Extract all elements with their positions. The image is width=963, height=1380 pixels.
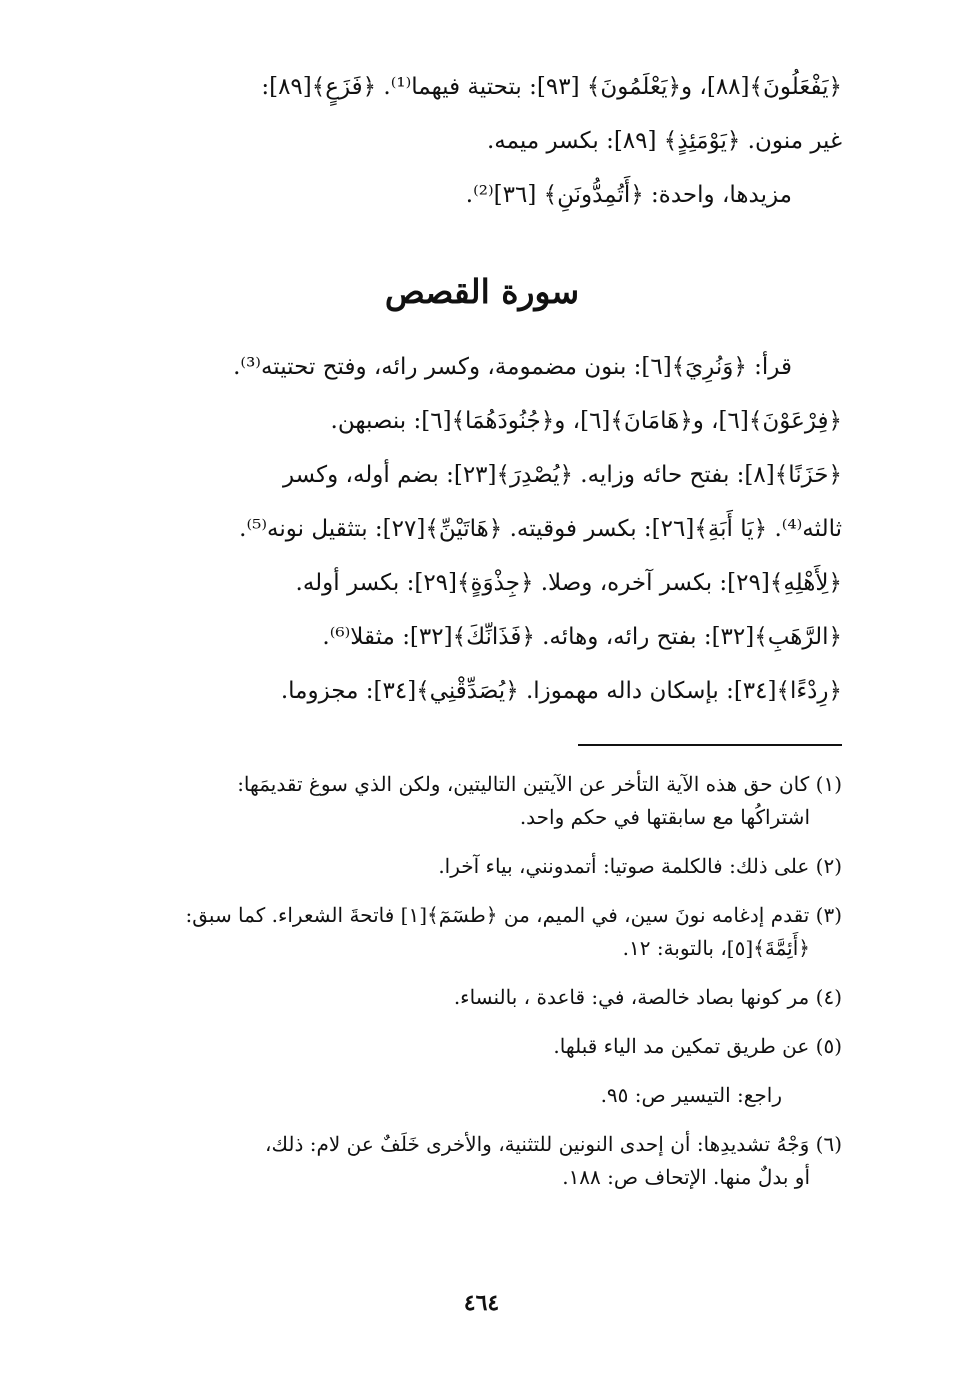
footnote-line: (٦) وَجْهُ تشديدِها: أن إحدى النونين للتثنية، والأخرى خَلَفٌ عن لام: ذلك، (265, 1132, 842, 1156)
surah-text (122, 340, 842, 718)
footnote-line: أو بدلٌ منها. الإتحاف ص: ١٨٨. (562, 1165, 810, 1189)
footnote-6 (122, 1128, 842, 1194)
footnote-4 (122, 981, 842, 1014)
footnote-line: راجع: التيسير ص: ٩٥. (600, 1083, 782, 1107)
text-line: غير منون. ﴿يَوْمَئِذٍ﴾ [٨٩]: بكسر ميمه. (486, 128, 842, 154)
text-line: ﴿الرَّهَبِ﴾[٣٢]: بفتح رائه، وهائه. ﴿فَذَانِّكَ﴾[٣٢]: مثقلا⁽⁶⁾. (322, 624, 842, 650)
text-line: قرأ: ﴿وَنُرِيَ﴾[٦]: بنون مضمومة، وكسر رائه، وفتح تحتيته⁽³⁾. (233, 354, 792, 380)
page-number: ٤٦٤ (463, 1290, 500, 1316)
footnote-line: اشتراكُها مع سابقتها في حكم واحد. (519, 805, 810, 829)
text-line: ﴿يَفْعَلُونَ﴾[٨٨]، و﴿يَعْلَمُونَ﴾ [٩٣]: بتحتية فيهما⁽¹⁾. ﴿فَزَعٍ﴾[٨٩]: (261, 74, 842, 100)
footnote-2 (122, 850, 842, 883)
text-line: مزيدها، واحدة: ﴿أَتُمِدُّونَنِ﴾ [٣٦]⁽²⁾. (465, 182, 792, 208)
footnote-5-reference (122, 1079, 842, 1112)
footnote-line: (١) كان حق هذه الآية التأخر عن الآيتين التاليتين، ولكن الذي سوغ تقديمَها: (237, 772, 842, 796)
text-line: ﴿حَزَنًا﴾[٨]: بفتح حائه وزايه. ﴿يُصْدِرَ﴾[٢٣]: بضم أوله، وكسر (282, 462, 842, 488)
preceding-surah-text (122, 60, 842, 222)
text-line: ثالثه⁽⁴⁾. ﴿يَا أَبَةِ﴾[٢٦]: بكسر فوقيته. ﴿هَاتَيْنِّ﴾[٢٧]: بتثقيل نونه⁽⁵⁾. (239, 516, 842, 542)
text-line: ﴿فِرْعَوْنَ﴾[٦]، و﴿هَامَانَ﴾[٦]، و﴿جُنُودَهُمَا﴾[٦]: بنصبهن. (330, 408, 842, 434)
footnote-line: (٤) مر كونها بصاد خالصة، في: قاعدة ، بالنساء. (453, 985, 842, 1009)
text-line: ﴿رِدْءًا﴾[٣٤]: بإسكان داله مهموزا. ﴿يُصَدِّقْنِي﴾[٣٤]: مجزوما. (280, 678, 842, 704)
surah-title: سورة القصص (384, 272, 580, 311)
text-line: ﴿لِأَهْلِهِ﴾[٢٩]: بكسر آخره، وصلا. ﴿جِذْوَةٍ﴾[٢٩]: بكسر أوله. (295, 570, 842, 596)
footnote-line: (٥) عن طريق تمكين مد الياء قبلها. (553, 1034, 842, 1058)
footnote-separator (578, 744, 842, 746)
footnote-line: (٢) على ذلك: فالكلمة صوتيا: أتمدونني، بياء آخرا. (438, 854, 842, 878)
footnote-5 (122, 1030, 842, 1063)
footnote-3 (122, 899, 842, 965)
footnote-line: ﴿أَئِمَّةَ﴾[٥]، بالتوبة: ١٢. (622, 936, 810, 960)
footnote-line: (٣) تقدم إدغامه نونَ سين، في الميم، من ﴿طسٓمٓ﴾[١] فاتحةَ الشعراء. كما سبق: (185, 903, 842, 927)
footnote-1 (122, 768, 842, 834)
footnotes (122, 768, 842, 1210)
